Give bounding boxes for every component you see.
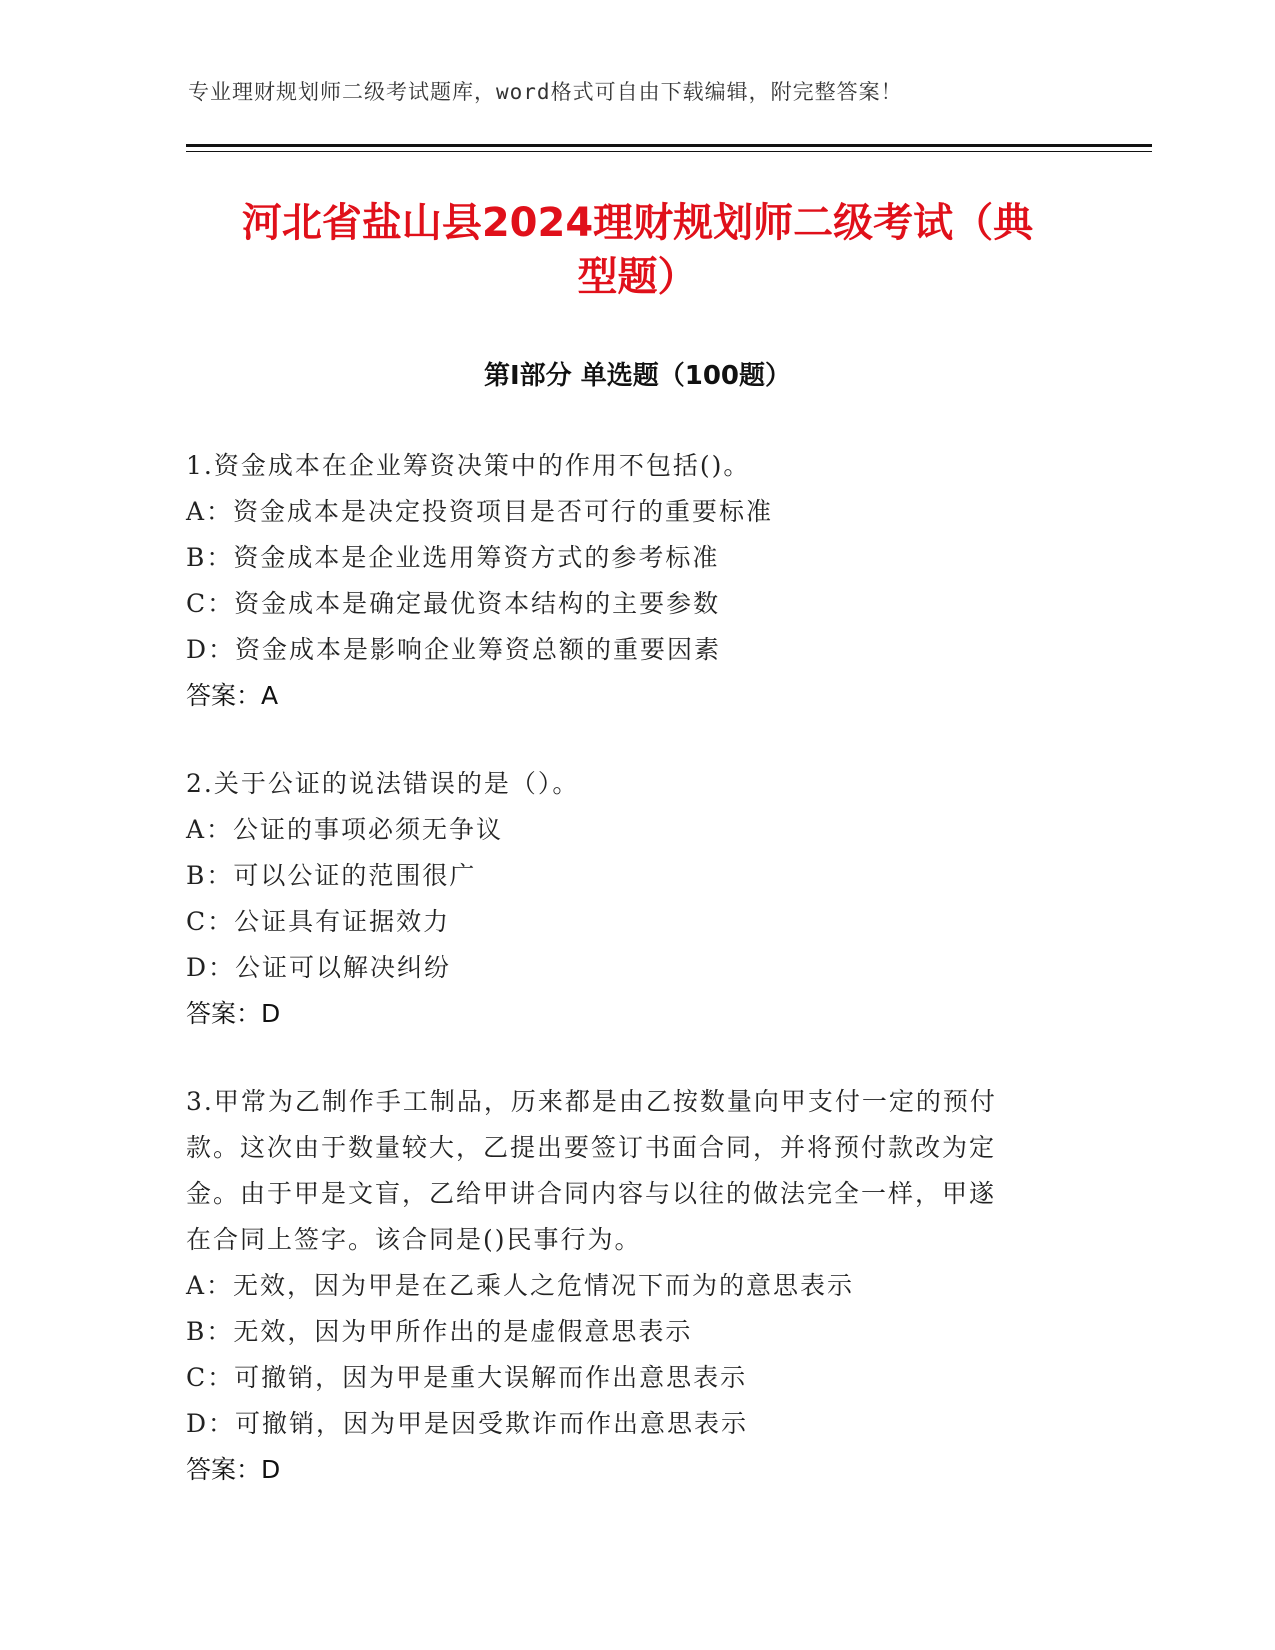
option-c: C：资金成本是确定最优资本结构的主要参数: [186, 589, 721, 618]
document-title-line-2: 型题）: [577, 254, 698, 300]
question-stem-line: 3.甲常为乙制作手工制品，历来都是由乙按数量向甲支付一定的预付: [186, 1087, 997, 1116]
option-d: D：公证可以解决纠纷: [186, 953, 452, 982]
header-rule-thin: [186, 151, 1152, 152]
question-stem-line: 金。由于甲是文盲，乙给甲讲合同内容与以往的做法完全一样，甲遂: [186, 1179, 997, 1208]
option-b: B：资金成本是企业选用筹资方式的参考标准: [186, 543, 720, 572]
answer: 答案：D: [186, 999, 281, 1028]
question-stem: 1.资金成本在企业筹资决策中的作用不包括()。: [186, 451, 751, 480]
question-stem-line: 款。这次由于数量较大，乙提出要签订书面合同，并将预付款改为定: [186, 1133, 997, 1162]
page-header: 专业理财规划师二级考试题库，word格式可自由下载编辑，附完整答案！: [188, 80, 903, 104]
option-a: A：公证的事项必须无争议: [186, 815, 504, 844]
option-b: B：无效，因为甲所作出的是虚假意思表示: [186, 1317, 693, 1346]
question-stem: 2.关于公证的说法错误的是（）。: [186, 769, 580, 798]
option-a: A：资金成本是决定投资项目是否可行的重要标准: [186, 497, 774, 526]
question-2: [186, 761, 1086, 1037]
option-d: D：可撤销，因为甲是因受欺诈而作出意思表示: [186, 1409, 749, 1438]
question-3: [186, 1079, 1086, 1493]
question-1: [186, 443, 1086, 719]
section-title: 第Ⅰ部分 单选题（100题）: [484, 361, 791, 391]
answer: 答案：D: [186, 1455, 281, 1484]
option-b: B：可以公证的范围很广: [186, 861, 477, 890]
option-d: D：资金成本是影响企业筹资总额的重要因素: [186, 635, 722, 664]
question-stem-line: 在合同上签字。该合同是()民事行为。: [186, 1225, 642, 1254]
option-c: C：可撤销，因为甲是重大误解而作出意思表示: [186, 1363, 748, 1392]
option-a: A：无效，因为甲是在乙乘人之危情况下而为的意思表示: [186, 1271, 855, 1300]
question-list: [186, 443, 1086, 1535]
document-title-line-1: 河北省盐山县2024理财规划师二级考试（典: [241, 200, 1034, 246]
header-rule-thick: [186, 144, 1152, 147]
option-c: C：公证具有证据效力: [186, 907, 451, 936]
document-title: [150, 196, 1125, 304]
answer: 答案：A: [186, 681, 279, 710]
